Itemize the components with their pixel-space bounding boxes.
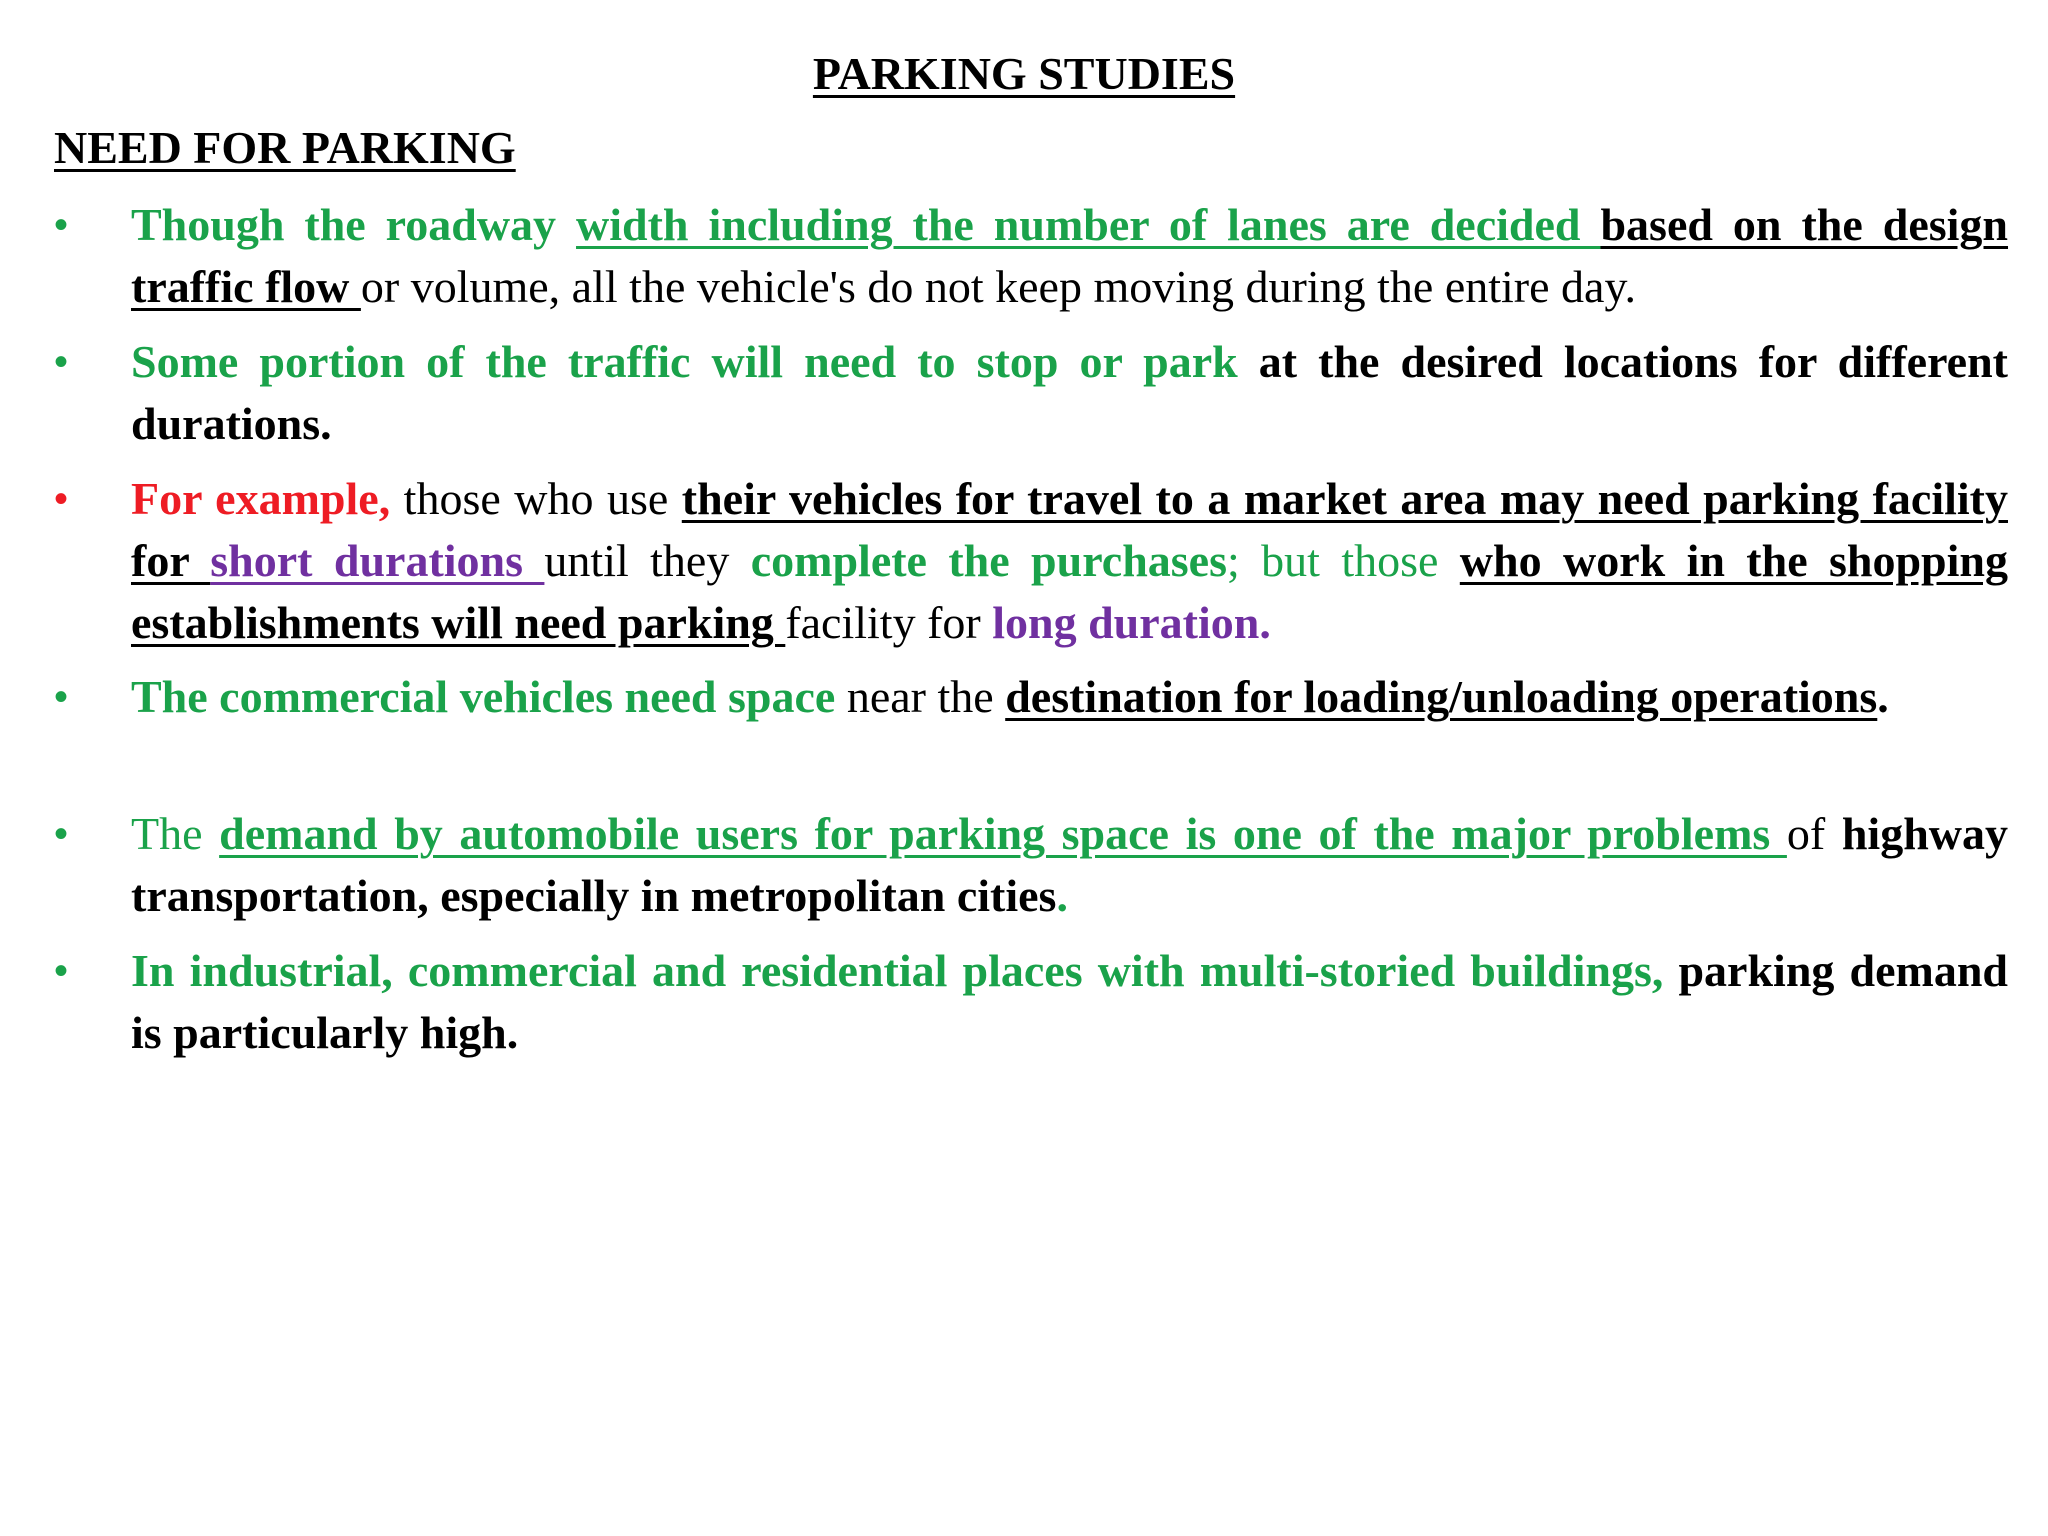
bullet-marker: • xyxy=(54,949,69,993)
bullet-marker: • xyxy=(54,203,69,247)
section-heading: NEED FOR PARKING xyxy=(54,122,516,173)
bullet-text: The commercial vehicles need space near the destination for loading/unloading operations. xyxy=(131,671,1889,722)
bullet-text: In industrial, commercial and residential places with multi-storied buildings, parking demand is particularly high. xyxy=(131,945,2008,1058)
bullet-marker: • xyxy=(54,340,69,384)
bullet-marker: • xyxy=(54,675,69,719)
slide-title: PARKING STUDIES xyxy=(812,48,1236,99)
bullet-text: Though the roadway width including the number of lanes are decided based on the design traffic flow or volume, all the vehicle's do not keep moving during the entire day. xyxy=(131,199,2009,312)
bullet-text: The demand by automobile users for parking space is one of the major problems of highway transportation, especially in metropolitan cities. xyxy=(131,808,2008,921)
bullet-marker: • xyxy=(54,477,69,521)
bullet-text: Some portion of the traffic will need to stop or park at the desired locations for different durations. xyxy=(131,336,2008,449)
bullet-text: For example, those who use their vehicles for travel to a market area may need parking facility for short durations until they complete the purchases; but those who work in the shopping establishments will need parking facility for long duration. xyxy=(131,473,2009,648)
bullet-marker: • xyxy=(54,812,69,856)
